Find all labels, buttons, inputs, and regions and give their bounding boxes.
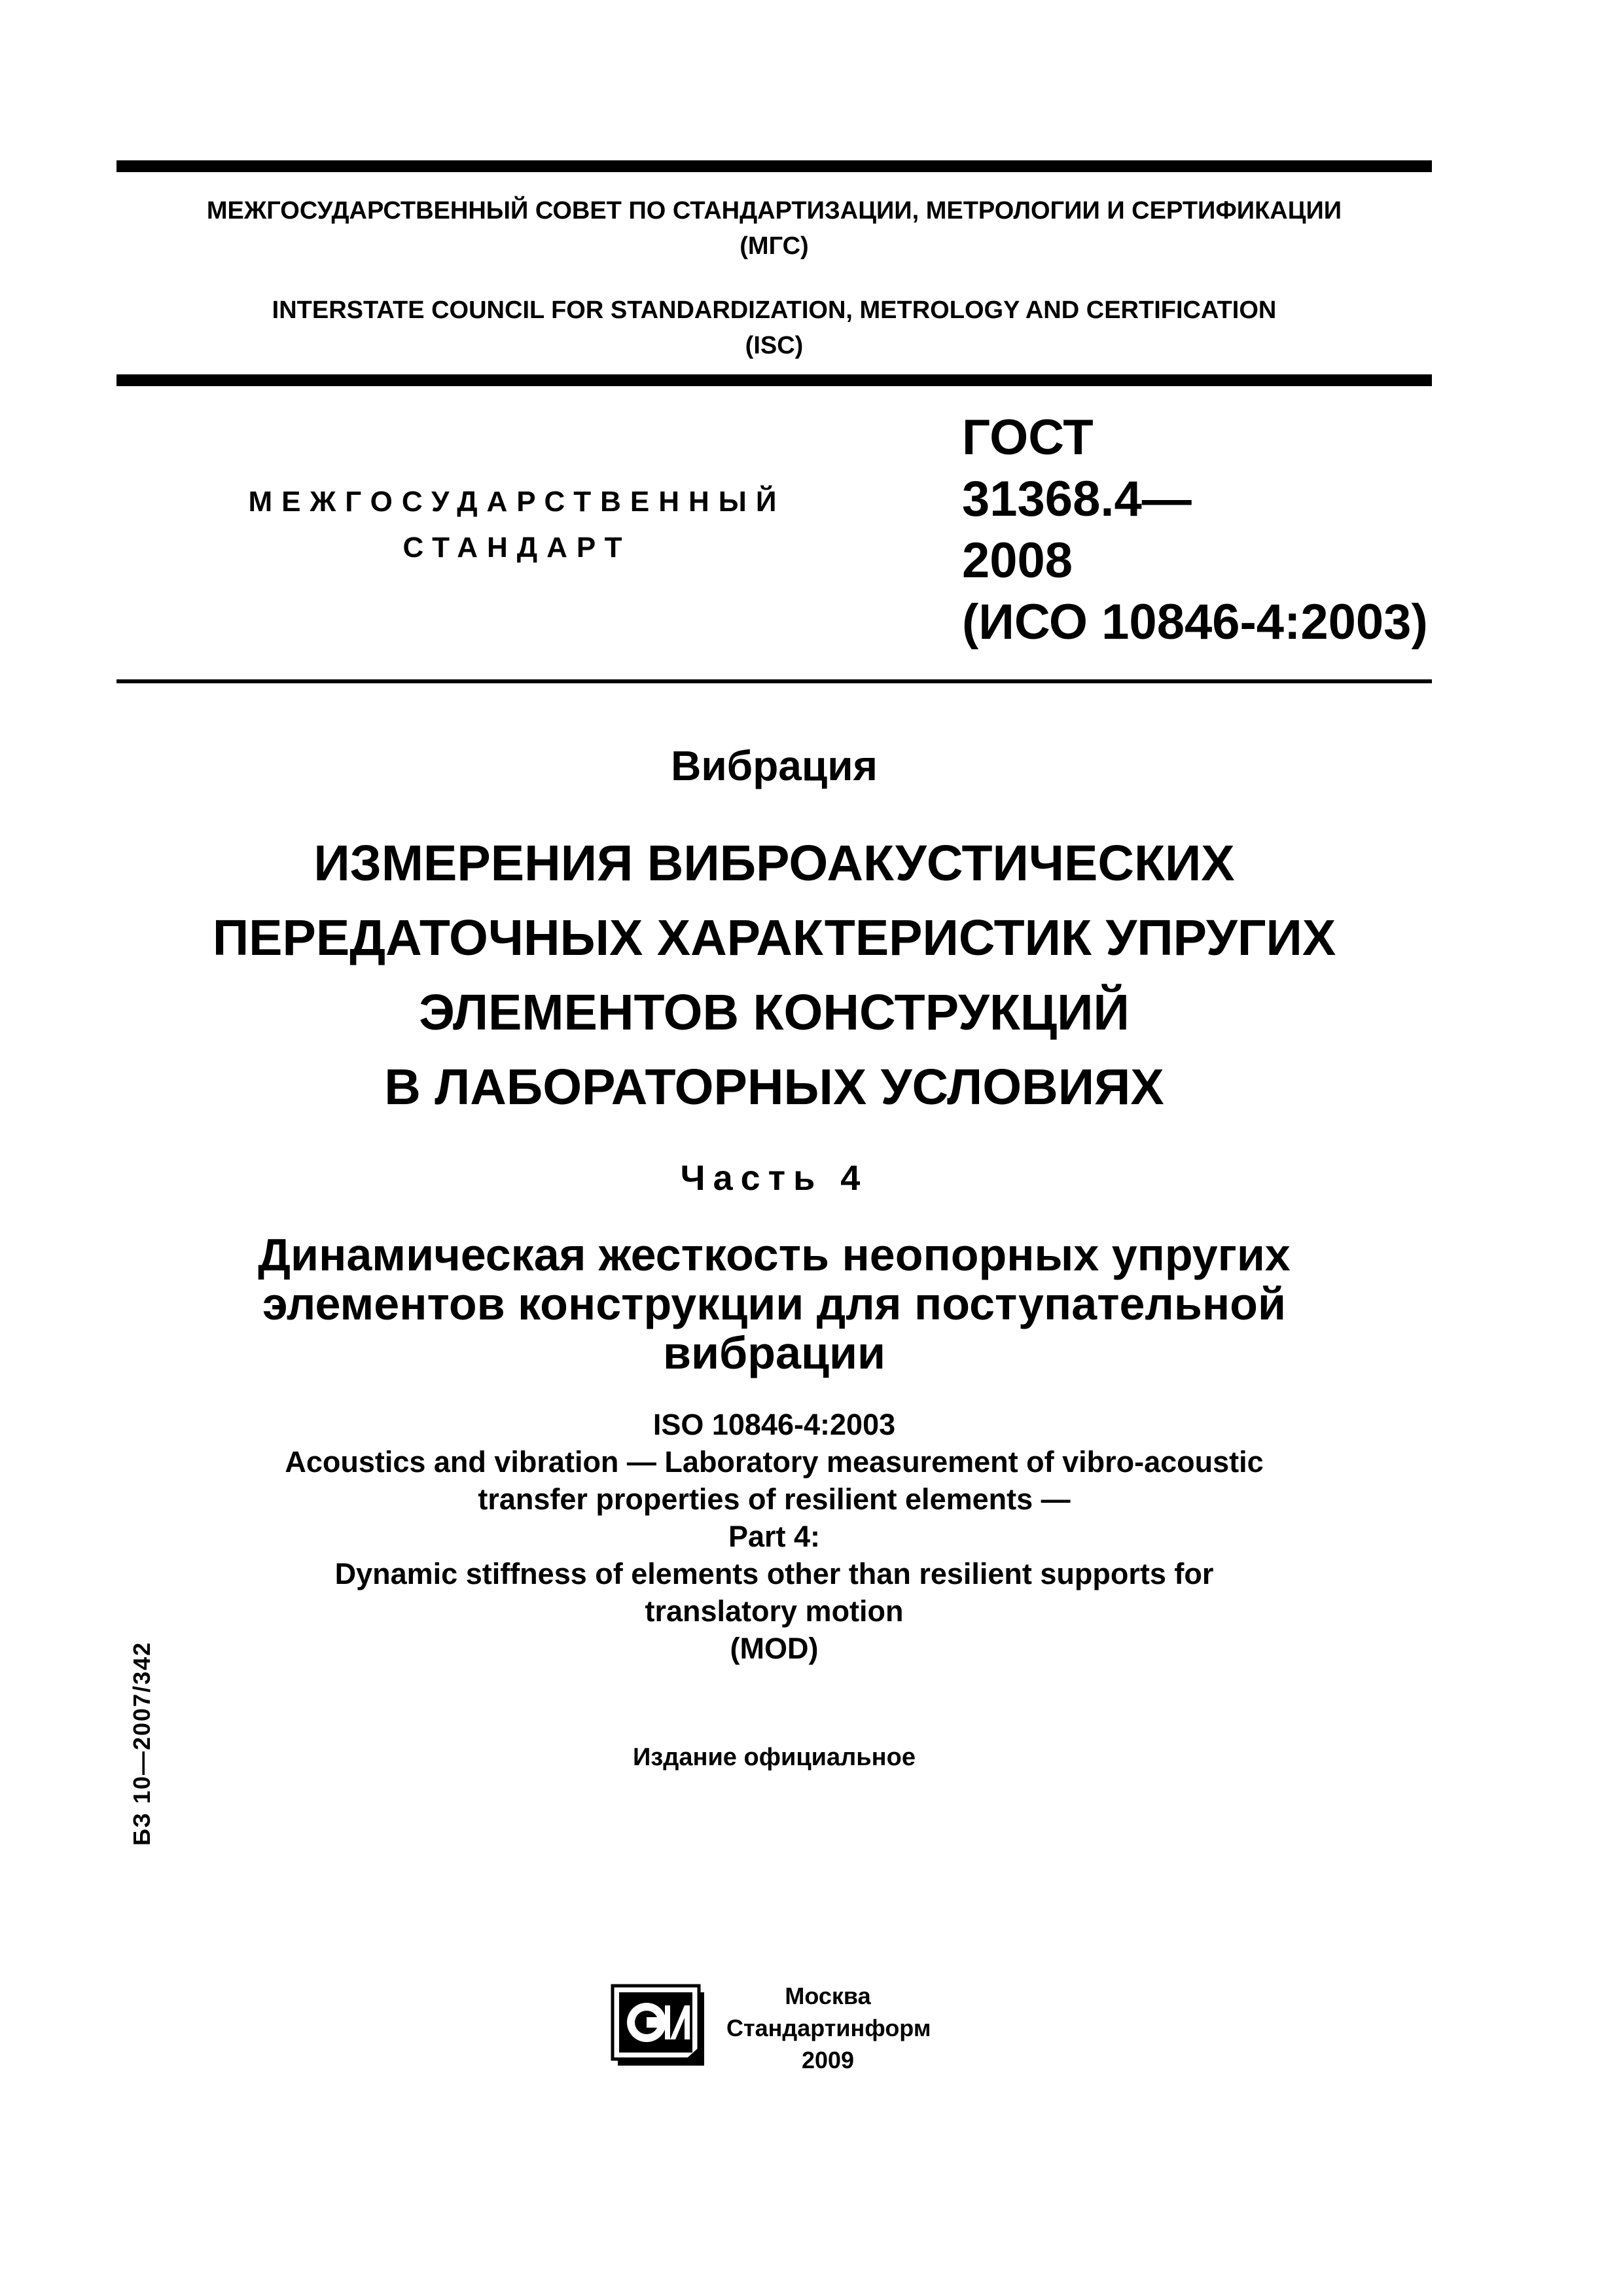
standartinform-logo-icon [609, 1982, 710, 2070]
subtitle-line2: элементов конструкции для поступательной [262, 1278, 1286, 1329]
subtitle-line1: Динамическая жесткость неопорных упругих [258, 1229, 1291, 1280]
standard-type [196, 479, 838, 571]
standard-designation [962, 407, 1433, 653]
designation-line2: 31368.4— [962, 471, 1192, 527]
standard-type-line1: МЕЖГОСУДАРСТВЕННЫЙ [248, 486, 786, 518]
side-registration-code: БЗ 10—2007/342 [128, 1641, 155, 1846]
main-title-line2: ПЕРЕДАТОЧНЫХ ХАРАКТЕРИСТИК УПРУГИХ [212, 910, 1336, 966]
publisher-year: 2009 [801, 2047, 855, 2073]
part-subtitle [116, 1230, 1432, 1378]
designation-line1: ГОСТ [962, 410, 1094, 465]
main-title-line3: ЭЛЕМЕНТОВ КОНСТРУКЦИЙ [419, 984, 1130, 1041]
title-vibration: Вибрация [671, 742, 878, 789]
iso-line2: Acoustics and vibration — Laboratory measurement of vibro-acoustic [285, 1445, 1264, 1479]
subtitle-line3: вибрации [662, 1327, 886, 1378]
council-en-line: INTERSTATE COUNCIL FOR STANDARDIZATION, METROLOGY AND CERTIFICATION [272, 296, 1277, 324]
second-rule [116, 374, 1432, 386]
edition-note: Издание официальное [633, 1744, 916, 1771]
iso-line5: Dynamic stiffness of elements other than resilient supports for [334, 1557, 1214, 1590]
council-en-abbr: (ISC) [745, 332, 804, 359]
publisher-block [726, 1980, 929, 2076]
standard-type-line2: СТАНДАРТ [402, 531, 632, 564]
iso-line1: ISO 10846-4:2003 [652, 1408, 896, 1441]
main-title [116, 826, 1432, 1124]
iso-line3: transfer properties of resilient elements — [478, 1482, 1071, 1516]
iso-reference [116, 1406, 1432, 1667]
council-name-en [116, 293, 1432, 363]
iso-line6: translatory motion [645, 1594, 904, 1628]
publisher-name: Стандартинформ [726, 2015, 931, 2041]
designation-line3: 2008 [962, 533, 1073, 588]
top-rule [116, 160, 1432, 172]
publisher-city: Москва [785, 1982, 871, 2009]
part-number: Часть 4 [680, 1158, 868, 1198]
third-rule [116, 679, 1432, 683]
council-ru-line: МЕЖГОСУДАРСТВЕННЫЙ СОВЕТ ПО СТАНДАРТИЗАЦИИ, МЕТРОЛОГИИ И СЕРТИФИКАЦИИ [206, 197, 1342, 224]
main-title-line1: ИЗМЕРЕНИЯ ВИБРОАКУСТИЧЕСКИХ [313, 835, 1235, 891]
iso-line7: (MOD) [730, 1632, 819, 1665]
council-ru-abbr: (МГС) [740, 232, 809, 260]
iso-line4: Part 4: [728, 1520, 821, 1553]
council-name-ru [116, 193, 1432, 264]
designation-line4: (ИСО 10846-4:2003) [962, 594, 1428, 650]
main-title-line4: В ЛАБОРАТОРНЫХ УСЛОВИЯХ [384, 1059, 1164, 1115]
